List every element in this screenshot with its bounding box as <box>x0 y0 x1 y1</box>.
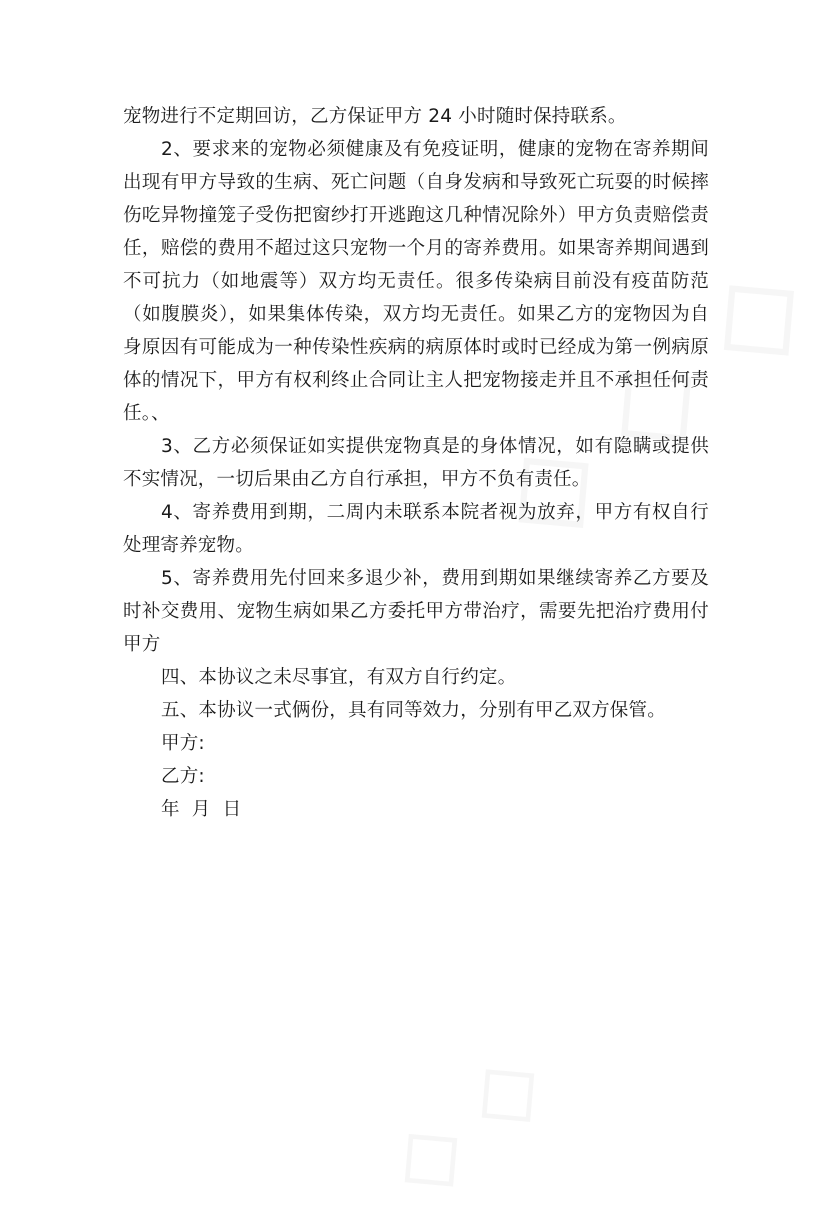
party-b-signature-label: 乙方: <box>161 766 205 787</box>
document-body <box>123 100 709 826</box>
date-month-label: 月 <box>191 799 211 820</box>
paragraph-clause-3: 3、乙方必须保证如实提供宠物真是的身体情况，如有隐瞒或提供不实情况，一切后果由乙方自行承担，甲方不负有责任。 <box>123 436 709 490</box>
date-day-label: 日 <box>222 799 242 820</box>
date-line <box>123 793 709 826</box>
watermark <box>366 1028 564 1217</box>
party-a-signature-label: 甲方: <box>161 733 205 754</box>
date-year-label: 年 <box>161 799 180 820</box>
paragraph-clause-4: 4、寄养费用到期，二周内未联系本院者视为放弃，甲方有权自行处理寄养宠物。 <box>123 502 709 556</box>
paragraph-section-5: 五、本协议一式俩份，具有同等效力，分别有甲乙双方保管。 <box>161 700 666 721</box>
paragraph-continuation: 宠物进行不定期回访，乙方保证甲方 24 小时随时保持联系。 <box>123 106 627 127</box>
paragraph-section-4: 四、本协议之未尽事宜，有双方自行约定。 <box>161 667 517 688</box>
paragraph-clause-5: 5、寄养费用先付回来多退少补，费用到期如果继续寄养乙方要及时补交费用、宠物生病如果乙方委托甲方带治疗，需要先把治疗费用付甲方 <box>123 568 709 655</box>
paragraph-clause-2: 2、要求来的宠物必须健康及有免疫证明，健康的宠物在寄养期间出现有甲方导致的生病、死亡问题（自身发病和导致死亡玩耍的时候摔伤吃异物撞笼子受伤把窗纱打开逃跑这几种情况除外）甲方负责赔偿责任，赔偿的费用不超过这只宠物一个月的寄养费用。如果寄养期间遇到不可抗力（如地震等）双方均无责任。很多传染病目前没有疫苗防范（如腹膜炎），如果集体传染，双方均无责任。如果乙方的宠物因为自身原因有可能成为一种传染性疾病的病原体时或时已经成为第一例病原体的情况下，甲方有权利终止合同让主人把宠物接走并且不承担任何责任。、 <box>123 139 709 424</box>
